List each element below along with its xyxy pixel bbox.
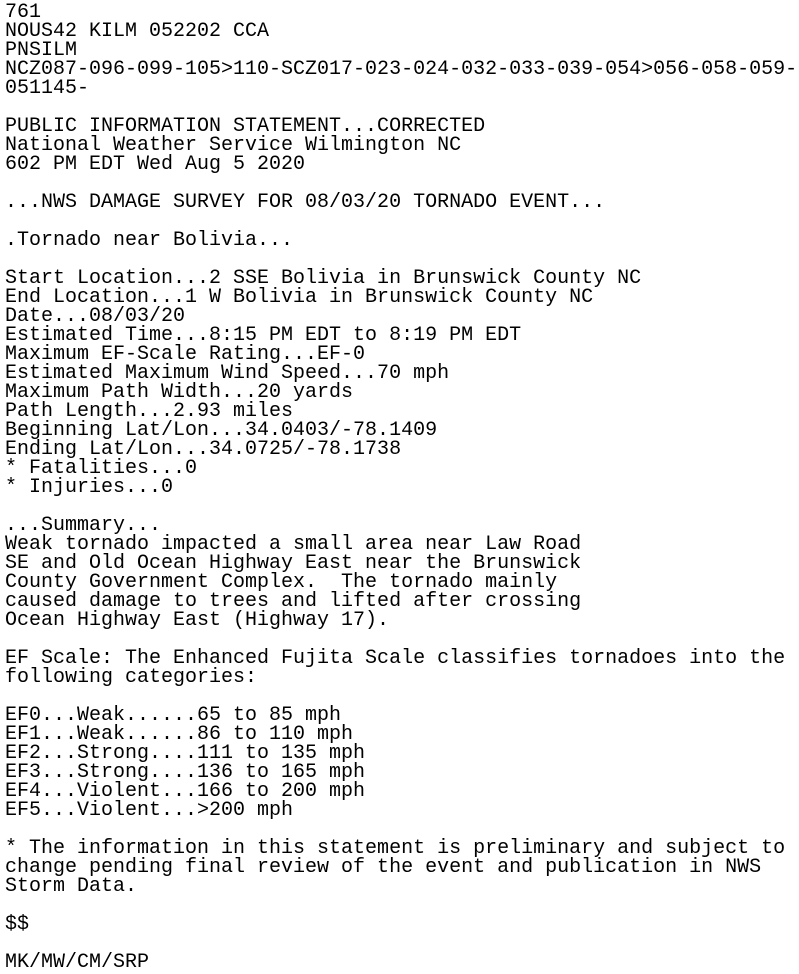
issuing-office: National Weather Service Wilmington NC — [5, 134, 462, 157]
summary-line: Ocean Highway East (Highway 17). — [5, 609, 390, 632]
survey-headline: ...NWS DAMAGE SURVEY FOR 08/03/20 TORNADO EVENT... — [5, 191, 606, 214]
wmo-heading: NOUS42 KILM 052202 CCA — [5, 20, 270, 43]
detail-beginning-latlon: Beginning Lat/Lon...34.0403/-78.1409 — [5, 419, 438, 442]
ugc-expiration-line: 051145- — [5, 77, 90, 100]
detail-date: Date...08/03/20 — [5, 305, 186, 328]
detail-max-ef-rating: Maximum EF-Scale Rating...EF-0 — [5, 343, 366, 366]
detail-ending-latlon: Ending Lat/Lon...34.0725/-78.1738 — [5, 438, 402, 461]
detail-start-location: Start Location...2 SSE Bolivia in Brunswick County NC — [5, 267, 642, 290]
summary-heading: ...Summary... — [5, 514, 162, 537]
disclaimer-line: * The information in this statement is preliminary and subject to — [5, 837, 786, 860]
ef-scale-row: EF2...Strong....111 to 135 mph — [5, 742, 366, 765]
ef-scale-row: EF3...Strong....136 to 165 mph — [5, 761, 366, 784]
event-name: .Tornado near Bolivia... — [5, 229, 294, 252]
statement-title: PUBLIC INFORMATION STATEMENT...CORRECTED — [5, 115, 486, 138]
summary-line: County Government Complex. The tornado mainly — [5, 571, 558, 594]
detail-injuries: * Injuries...0 — [5, 476, 174, 499]
summary-line: SE and Old Ocean Highway East near the Brunswick — [5, 552, 582, 575]
summary-line: Weak tornado impacted a small area near Law Road — [5, 533, 582, 556]
blank-line — [5, 896, 799, 915]
ugc-zone-line: NCZ087-096-099-105>110-SCZ017-023-024-032-033-039-054>056-058-059- — [5, 58, 798, 81]
detail-max-wind-speed: Estimated Maximum Wind Speed...70 mph — [5, 362, 450, 385]
issue-time: 602 PM EDT Wed Aug 5 2020 — [5, 153, 306, 176]
disclaimer-line: Storm Data. — [5, 875, 138, 898]
ef-scale-row: EF0...Weak......65 to 85 mph — [5, 704, 342, 727]
disclaimer-line: change pending final review of the event and publication in NWS — [5, 856, 762, 879]
detail-max-path-width: Maximum Path Width...20 yards — [5, 381, 354, 404]
summary-line: caused damage to trees and lifted after crossing — [5, 590, 582, 613]
end-marker: $$ — [5, 913, 30, 936]
ef-scale-intro: EF Scale: The Enhanced Fujita Scale classifies tornadoes into the — [5, 647, 786, 670]
detail-fatalities: * Fatalities...0 — [5, 457, 198, 480]
ef-scale-row: EF5...Violent...>200 mph — [5, 799, 294, 822]
author-signature: MK/MW/CM/SRP — [5, 951, 150, 974]
detail-estimated-time: Estimated Time...8:15 PM EDT to 8:19 PM EDT — [5, 324, 522, 347]
ef-scale-intro: following categories: — [5, 666, 258, 689]
ef-scale-row: EF4...Violent...166 to 200 mph — [5, 780, 366, 803]
awips-id: PNSILM — [5, 39, 78, 62]
detail-path-length: Path Length...2.93 miles — [5, 400, 294, 423]
detail-end-location: End Location...1 W Bolivia in Brunswick County NC — [5, 286, 594, 309]
sequence-number: 761 — [5, 1, 42, 24]
ef-scale-row: EF1...Weak......86 to 110 mph — [5, 723, 354, 746]
